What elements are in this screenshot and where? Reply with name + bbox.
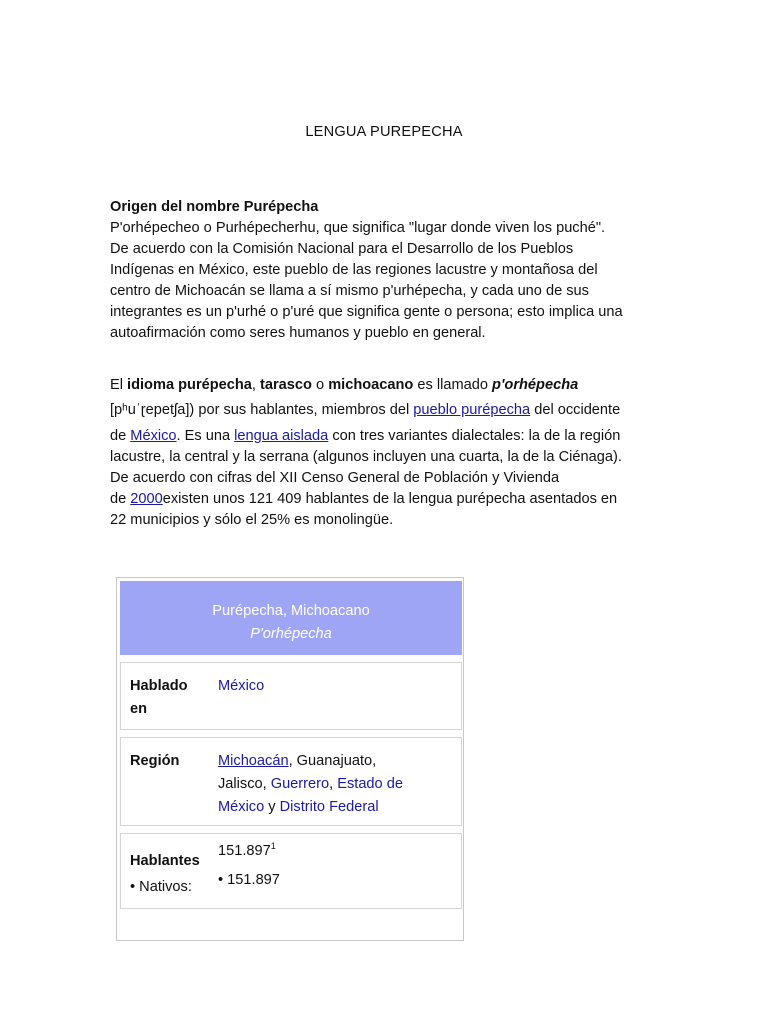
infobox-subtitle: P'orhépecha — [250, 626, 332, 642]
text: o — [311, 377, 329, 393]
footnote-ref[interactable]: 1 — [270, 841, 276, 852]
page-title: LENGUA PUREPECHA — [305, 124, 463, 140]
idioma-line-5: De acuerdo con cifras del XII Censo General de Población y Vivienda — [110, 470, 560, 486]
idioma-line-7: 22 municipios y sólo el 25% es monolingüe. — [110, 512, 394, 528]
idioma-line-4: lacustre, la central y la serrana (algunos incluyen una cuarta, la de la Ciénaga). — [110, 449, 622, 465]
idioma-line-6 — [110, 489, 660, 510]
row-key-line: Hablado — [130, 678, 188, 694]
idioma-section — [110, 375, 660, 531]
text: [pʰuˈɽepetʃa]) por sus hablantes, miembros del — [110, 402, 414, 418]
origen-heading: Origen del nombre Purépecha — [110, 199, 319, 215]
row-key: Región — [130, 753, 180, 769]
link-guerrero[interactable]: Guerrero — [270, 776, 330, 792]
text: , — [329, 776, 338, 792]
row-subvalue: • 151.897 — [218, 872, 280, 888]
origen-section — [110, 197, 660, 344]
text: con tres variantes dialectales: la de la región — [328, 428, 621, 444]
text: , — [251, 377, 261, 393]
origen-line: Indígenas en México, este pueblo de las regiones lacustre y montañosa del — [110, 262, 598, 278]
term-michoacano: michoacano — [328, 377, 414, 393]
text: del occidente — [530, 402, 621, 418]
text: , Guanajuato, — [288, 753, 377, 769]
idioma-line-2 — [110, 400, 660, 421]
origen-paragraph — [110, 218, 660, 344]
row-value — [218, 840, 448, 863]
infobox-row-hablado — [120, 662, 462, 730]
text: de — [110, 428, 131, 444]
row-key — [130, 675, 188, 721]
link-mexico-infobox[interactable]: México — [218, 678, 265, 694]
link-2000[interactable]: 2000 — [130, 491, 163, 507]
hablantes-count: 151.897 — [218, 843, 271, 859]
link-mexico[interactable]: México — [130, 428, 177, 444]
text: El — [110, 377, 128, 393]
text: de — [110, 491, 131, 507]
term-tarasco: tarasco — [260, 377, 312, 393]
origen-line: centro de Michoacán se llama a sí mismo p'urhépecha, y cada uno de sus — [110, 283, 589, 299]
link-pueblo-purepecha[interactable]: pueblo purépecha — [413, 402, 531, 418]
link-lengua-aislada[interactable]: lengua aislada — [234, 428, 329, 444]
row-key-line: en — [130, 701, 148, 717]
origen-line: integrantes es un p'urhé o p'uré que significa gente o persona; esto implica una — [110, 304, 623, 320]
link-distrito-federal[interactable]: Distrito Federal — [279, 799, 379, 815]
text: . Es una — [176, 428, 235, 444]
link-estado-de-mexico-cont[interactable]: México — [218, 799, 265, 815]
infobox-row-region — [120, 737, 462, 826]
text: y — [264, 799, 280, 815]
row-key: Hablantes — [130, 853, 200, 869]
infobox-title: Purépecha, Michoacano — [212, 603, 370, 619]
language-infobox — [116, 577, 464, 941]
idioma-line-1 — [110, 375, 660, 396]
row-value — [218, 750, 448, 819]
term-porhepecha: p'orhépecha — [492, 377, 579, 393]
text: existen unos 121 409 hablantes de la lengua purépecha asentados en — [162, 491, 618, 507]
row-subkey: • Nativos: — [130, 879, 192, 895]
text: Jalisco, — [218, 776, 271, 792]
row-value — [218, 675, 448, 698]
infobox-header — [120, 581, 462, 655]
origen-line: P'orhépecheo o Purhépecherhu, que significa "lugar donde viven los puché". — [110, 220, 606, 236]
infobox-row-hablantes — [120, 833, 462, 909]
link-michoacan[interactable]: Michoacán — [218, 753, 289, 769]
link-estado-de-mexico[interactable]: Estado de — [337, 776, 403, 792]
idioma-line-3 — [110, 426, 660, 447]
term-idioma: idioma purépecha — [127, 377, 252, 393]
text: es llamado — [413, 377, 493, 393]
origen-line: autoafirmación como seres humanos y pueblo en general. — [110, 325, 486, 341]
origen-line: De acuerdo con la Comisión Nacional para el Desarrollo de los Pueblos — [110, 241, 574, 257]
